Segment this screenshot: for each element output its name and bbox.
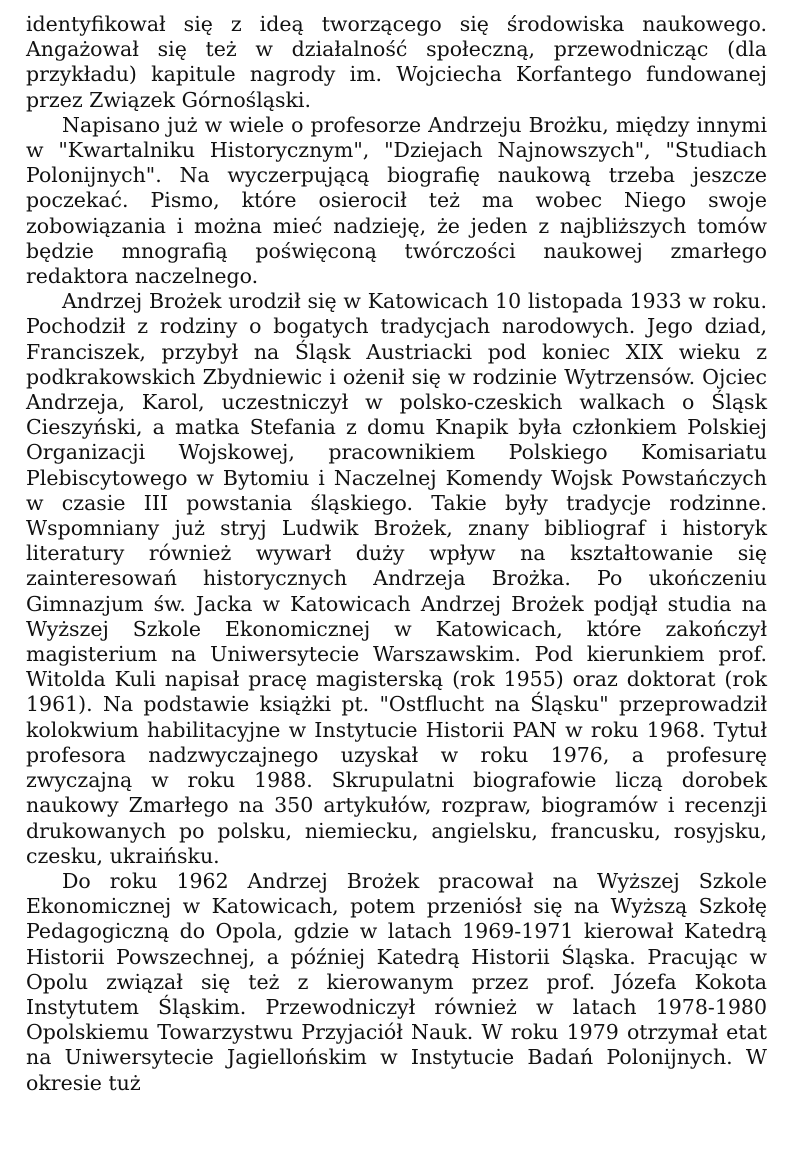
paragraph-writings-about-brozek: Napisano już w wiele o profesorze Andrzeju Brożku, między innymi w "Kwartalniku Historycznym", "Dziejach Najnowszych", "Studiach Polonijnych". Na wyczerpującą biografię naukową trzeba jeszcze poczekać. Pismo, które osierocił też ma wobec Niego swoje zobowiązania i można mieć nadzieję, że jeden z najbliższych tomów będzie mnografią poświęconą twórczości naukowej zmarłego redaktora naczelnego. xyxy=(26,112,767,289)
document-page xyxy=(26,12,767,1096)
paragraph-continued: identyfikował się z ideą tworzącego się środowiska naukowego. Angażował się też w działalność społeczną, przewodnicząc (dla przykładu) kapitule nagrody im. Wojciecha Korfantego fundowanej przez Związek Górnośląski. xyxy=(26,12,767,112)
paragraph-career: Do roku 1962 Andrzej Brożek pracował na Wyższej Szkole Ekonomicznej w Katowicach, potem przeniósł się na Wyższą Szkołę Pedagogiczną do Opola, gdzie w latach 1969-1971 kierował Katedrą Historii Powszechnej, a później Katedrą Historii Śląska. Pracując w Opolu związał się też z kierowanym przez prof. Józefa Kokota Instytutem Śląskim. Przewodniczył również w latach 1978-1980 Opolskiemu Towarzystwu Przyjaciół Nauk. W roku 1979 otrzymał etat na Uniwersytecie Jagiellońskim w Instytucie Badań Polonijnych. W okresie tuż xyxy=(26,868,767,1095)
paragraph-biography: Andrzej Brożek urodził się w Katowicach 10 listopada 1933 w roku. Pochodził z rodziny o bogatych tradycjach narodowych. Jego dziad, Franciszek, przybył na Śląsk Austriacki pod koniec XIX wieku z podkrakowskich Zbydniewic i ożenił się w rodzinie Wytrzensów. Ojciec Andrzeja, Karol, uczestniczył w polsko-czeskich walkach o Śląsk Cieszyński, a matka Stefania z domu Knapik była członkiem Polskiej Organizacji Wojskowej, pracownikiem Polskiego Komisariatu Plebiscytowego w Bytomiu i Naczelnej Komendy Wojsk Powstańczych w czasie III powstania śląskiego. Takie były tradycje rodzinne. Wspomniany już stryj Ludwik Brożek, znany bibliograf i historyk literatury również wywarł duży wpływ na kształtowanie się zainteresowań historycznych Andrzeja Brożka. Po ukończeniu Gimnazjum św. Jacka w Katowicach Andrzej Brożek podjął studia na Wyższej Szkole Ekonomicznej w Katowicach, które zakończył magisterium na Uniwersytecie Warszawskim. Pod kierunkiem prof. Witolda Kuli napisał pracę magisterską (rok 1955) oraz doktorat (rok 1961). Na podstawie książki pt. "Ostflucht na Śląsku" przeprowadził kolokwium habilitacyjne w Instytucie Historii PAN w roku 1968. Tytuł profesora nadzwyczajnego uzyskał w roku 1976, a profesurę zwyczajną w roku 1988. Skrupulatni biografowie liczą dorobek naukowy Zmarłego na 350 artykułów, rozpraw, biogramów i recenzji drukowanych po polsku, niemiecku, angielsku, francusku, rosyjsku, czesku, ukraińsku. xyxy=(26,289,767,868)
